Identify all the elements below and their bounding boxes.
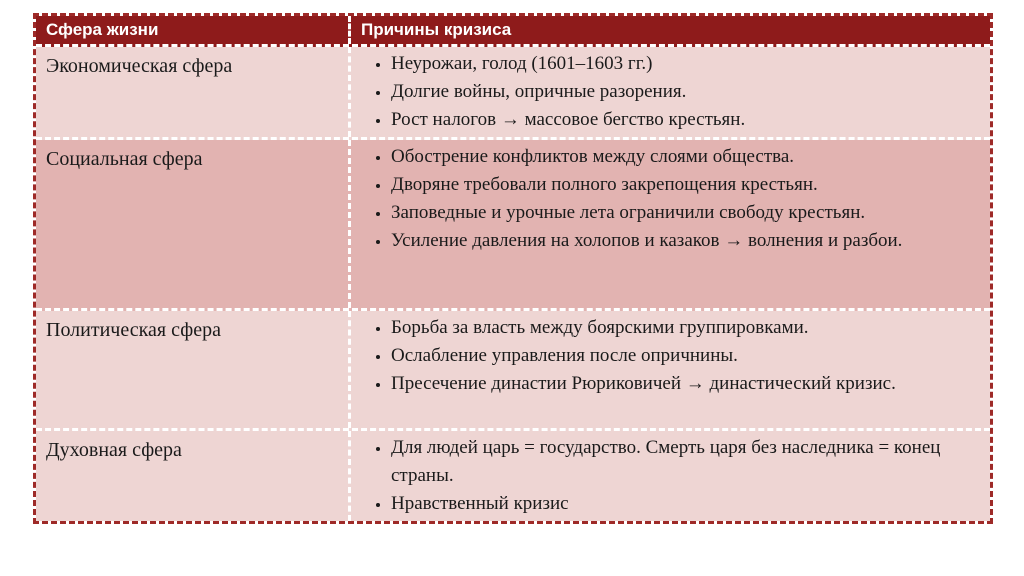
causes-cell — [348, 311, 990, 428]
cause-item: • Заповедные и урочные лета ограничили свободу крестьян. — [391, 199, 984, 227]
causes-cell — [348, 47, 990, 137]
cause-item: • Усиление давления на холопов и казаков → волнения и разбои. — [391, 227, 984, 255]
causes-list — [351, 143, 984, 255]
cause-item: • Пресечение династии Рюриковичей → династический кризис. — [391, 370, 984, 398]
table-row-social — [36, 140, 990, 311]
causes-list — [351, 50, 984, 134]
cause-item: • Обострение конфликтов между слоями общества. — [391, 143, 984, 171]
cause-item: • Неурожаи, голод (1601–1603 гг.) — [391, 50, 984, 78]
table-header-row — [36, 16, 990, 47]
cause-item: • Рост налогов → массовое бегство крестьян. — [391, 106, 984, 134]
cause-item: • Для людей царь = государство. Смерть царя без наследника = конец страны. — [391, 434, 984, 490]
header-cell-sphere: Сфера жизни — [46, 20, 159, 39]
causes-list — [351, 434, 984, 518]
causes-list — [351, 314, 984, 398]
cause-item: • Дворяне требовали полного закрепощения крестьян. — [391, 171, 984, 199]
cause-item: • Ослабление управления после опричнины. — [391, 342, 984, 370]
sphere-label: Экономическая сфера — [46, 55, 233, 77]
sphere-label: Духовная сфера — [46, 439, 182, 461]
causes-cell — [348, 431, 990, 521]
table-row-spiritual — [36, 431, 990, 521]
sphere-label: Политическая сфера — [46, 319, 221, 341]
table-row-economic — [36, 47, 990, 140]
cause-item: • Долгие войны, опричные разорения. — [391, 78, 984, 106]
sphere-label: Социальная сфера — [46, 148, 203, 170]
crisis-table — [33, 13, 993, 524]
table-row-political — [36, 311, 990, 431]
cause-item: • Борьба за власть между боярскими группировками. — [391, 314, 984, 342]
causes-cell — [348, 140, 990, 308]
header-cell-causes: Причины кризиса — [348, 16, 990, 44]
cause-item: • Нравственный кризис — [391, 490, 984, 518]
